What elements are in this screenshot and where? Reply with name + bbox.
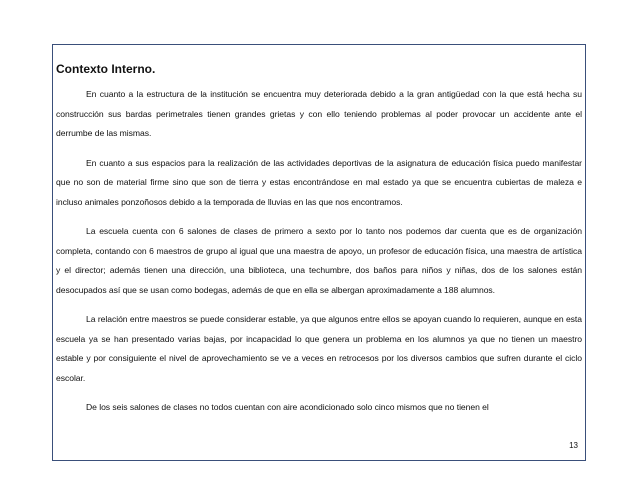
paragraph-teacher-relations: La relación entre maestros se puede considerar estable, ya que algunos entre ellos se apoyan cuando lo requieren, aunque en esta escuela ya se han presentado varias bajas, por incapacidad lo que genera un problema en los alumnos ya que no tienen un maestro estable y por consiguiente el nivel de aprovechamiento se ve a veces en retrocesos por los diversos cambios que sufren durante el ciclo escolar. bbox=[56, 314, 582, 383]
paragraph-air-conditioning: De los seis salones de clases no todos cuentan con aire acondicionado solo cinco mismos que no tienen el bbox=[86, 402, 489, 412]
paragraph-classrooms: La escuela cuenta con 6 salones de clases de primero a sexto por lo tanto nos podemos dar cuenta que es de organización completa, contando con 6 maestros de grupo al igual que una maestra de apoyo, un profesor de educación física, una maestra de artística y el director; además tienen una dirección, una biblioteca, una techumbre, dos baños para niños y niñas, dos de los salones están desocupados así que se usan como bodegas, además de que en ella se albergan aproximadamente a 188 alumnos. bbox=[56, 226, 582, 295]
paragraph-structure: En cuanto a la estructura de la institución se encuentra muy deteriorada debido a la gran antigüedad con la que está hecha su construcción sus bardas perimetrales tienen grandes grietas y con ello teniendo problemas al poder provocar un accidente ante el derrumbe de las mismas. bbox=[56, 89, 582, 138]
page-number: 13 bbox=[569, 441, 578, 450]
section-title: Contexto Interno. bbox=[56, 62, 156, 76]
paragraph-sports-spaces: En cuanto a sus espacios para la realización de las actividades deportivas de la asignatura de educación física puedo manifestar que no son de material firme sino que son de tierra y estas encontrándose en mal estado ya que se encuentra cubiertas de maleza e incluso animales ponzoñosos debido a la temporada de lluvias en las que nos encontramos. bbox=[56, 157, 582, 207]
document-body bbox=[56, 62, 582, 418]
